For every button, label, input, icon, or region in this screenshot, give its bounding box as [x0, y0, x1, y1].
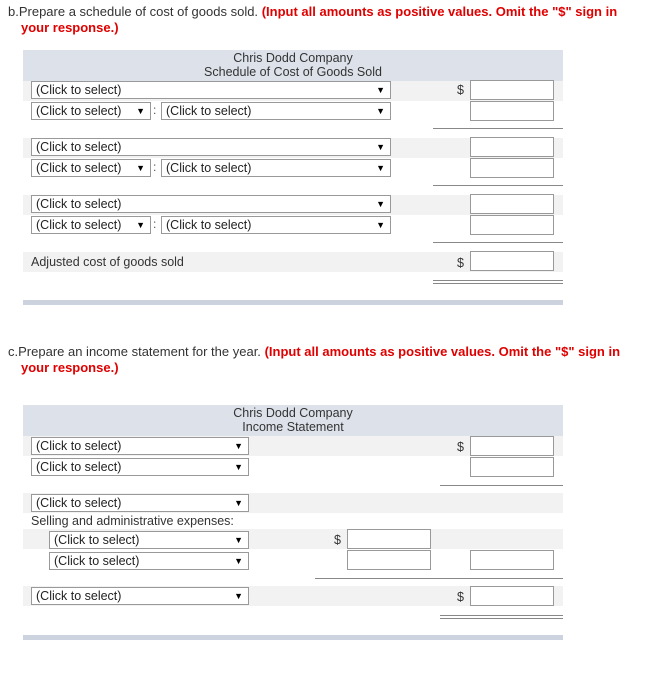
part-b-company: Chris Dodd Company: [233, 51, 353, 65]
dollar-sign: $: [334, 533, 341, 547]
amount-input[interactable]: [470, 194, 554, 214]
line-item-dropdown[interactable]: (Click to select) ▼: [31, 437, 249, 455]
amount-input[interactable]: [470, 436, 554, 456]
part-c-company: Chris Dodd Company: [233, 406, 353, 420]
section-divider: [23, 635, 563, 640]
part-c-prompt: Prepare an income statement for the year.: [18, 344, 261, 359]
line-item-dropdown[interactable]: (Click to select) ▼: [161, 216, 391, 234]
amount-input[interactable]: [470, 215, 554, 235]
part-b-title: Schedule of Cost of Goods Sold: [204, 65, 382, 79]
dropdown-arrow-icon: ▼: [234, 591, 243, 601]
line-item-dropdown[interactable]: (Click to select) ▼: [31, 195, 391, 213]
dropdown-arrow-icon: ▼: [376, 220, 385, 230]
adjusted-cogs-input[interactable]: [470, 251, 554, 271]
dollar-sign: $: [457, 590, 464, 604]
line-item-dropdown[interactable]: (Click to select) ▼: [31, 587, 249, 605]
amount-input[interactable]: [470, 101, 554, 121]
part-c-header: [23, 405, 563, 436]
part-b-prompt: Prepare a schedule of cost of goods sold.: [18, 4, 259, 19]
double-rule: [440, 615, 563, 616]
amount-input[interactable]: [470, 137, 554, 157]
amount-input[interactable]: [347, 550, 431, 570]
colon-separator: :: [153, 103, 157, 117]
double-rule: [440, 618, 563, 619]
part-c-letter: c.: [8, 344, 19, 359]
part-b-question: [8, 4, 648, 36]
dropdown-arrow-icon: ▼: [376, 199, 385, 209]
total-rule: [433, 128, 563, 129]
colon-separator: :: [153, 160, 157, 174]
line-item-dropdown[interactable]: (Click to select) ▼: [31, 138, 391, 156]
line-item-dropdown[interactable]: (Click to select) ▼: [31, 494, 249, 512]
dollar-sign: $: [457, 83, 464, 97]
adjusted-cogs-label: Adjusted cost of goods sold: [31, 255, 184, 269]
dropdown-arrow-icon: ▼: [136, 220, 145, 230]
line-item-dropdown[interactable]: (Click to select) ▼: [49, 531, 249, 549]
line-item-dropdown[interactable]: (Click to select) ▼: [31, 159, 151, 177]
amount-input[interactable]: [470, 550, 554, 570]
dropdown-arrow-icon: ▼: [376, 163, 385, 173]
part-b-letter: b.: [8, 4, 19, 19]
part-c-title: Income Statement: [242, 420, 344, 434]
total-rule: [433, 242, 563, 243]
colon-separator: :: [153, 217, 157, 231]
amount-input[interactable]: [470, 457, 554, 477]
part-c-question: [8, 344, 648, 376]
amount-input[interactable]: [470, 158, 554, 178]
part-c-instruction-2: your response.): [21, 360, 119, 375]
dropdown-arrow-icon: ▼: [136, 163, 145, 173]
net-income-input[interactable]: [470, 586, 554, 606]
part-b-header: [23, 50, 563, 81]
dropdown-arrow-icon: ▼: [136, 106, 145, 116]
dropdown-arrow-icon: ▼: [234, 535, 243, 545]
dropdown-arrow-icon: ▼: [376, 142, 385, 152]
line-item-dropdown[interactable]: (Click to select) ▼: [161, 102, 391, 120]
double-rule: [433, 280, 563, 281]
dropdown-arrow-icon: ▼: [234, 556, 243, 566]
line-item-dropdown[interactable]: (Click to select) ▼: [31, 81, 391, 99]
line-item-dropdown[interactable]: (Click to select) ▼: [161, 159, 391, 177]
total-rule: [440, 485, 563, 486]
amount-input[interactable]: [347, 529, 431, 549]
dropdown-arrow-icon: ▼: [376, 106, 385, 116]
line-item-dropdown[interactable]: (Click to select) ▼: [49, 552, 249, 570]
line-item-dropdown[interactable]: (Click to select) ▼: [31, 458, 249, 476]
dropdown-arrow-icon: ▼: [234, 441, 243, 451]
total-rule: [433, 185, 563, 186]
line-item-dropdown[interactable]: (Click to select) ▼: [31, 216, 151, 234]
section-divider: [23, 300, 563, 305]
double-rule: [433, 283, 563, 284]
dollar-sign: $: [457, 440, 464, 454]
dropdown-arrow-icon: ▼: [234, 498, 243, 508]
dropdown-arrow-icon: ▼: [376, 85, 385, 95]
total-rule: [315, 578, 563, 579]
dropdown-arrow-icon: ▼: [234, 462, 243, 472]
line-item-dropdown[interactable]: (Click to select) ▼: [31, 102, 151, 120]
dollar-sign: $: [457, 256, 464, 270]
part-b-instruction-2: your response.): [21, 20, 119, 35]
part-c-instruction-1: (Input all amounts as positive values. Omit the "$" sign in: [264, 344, 621, 359]
part-b-instruction-1: (Input all amounts as positive values. Omit the "$" sign in: [261, 4, 618, 19]
amount-input[interactable]: [470, 80, 554, 100]
selling-admin-label: Selling and administrative expenses:: [31, 514, 234, 528]
